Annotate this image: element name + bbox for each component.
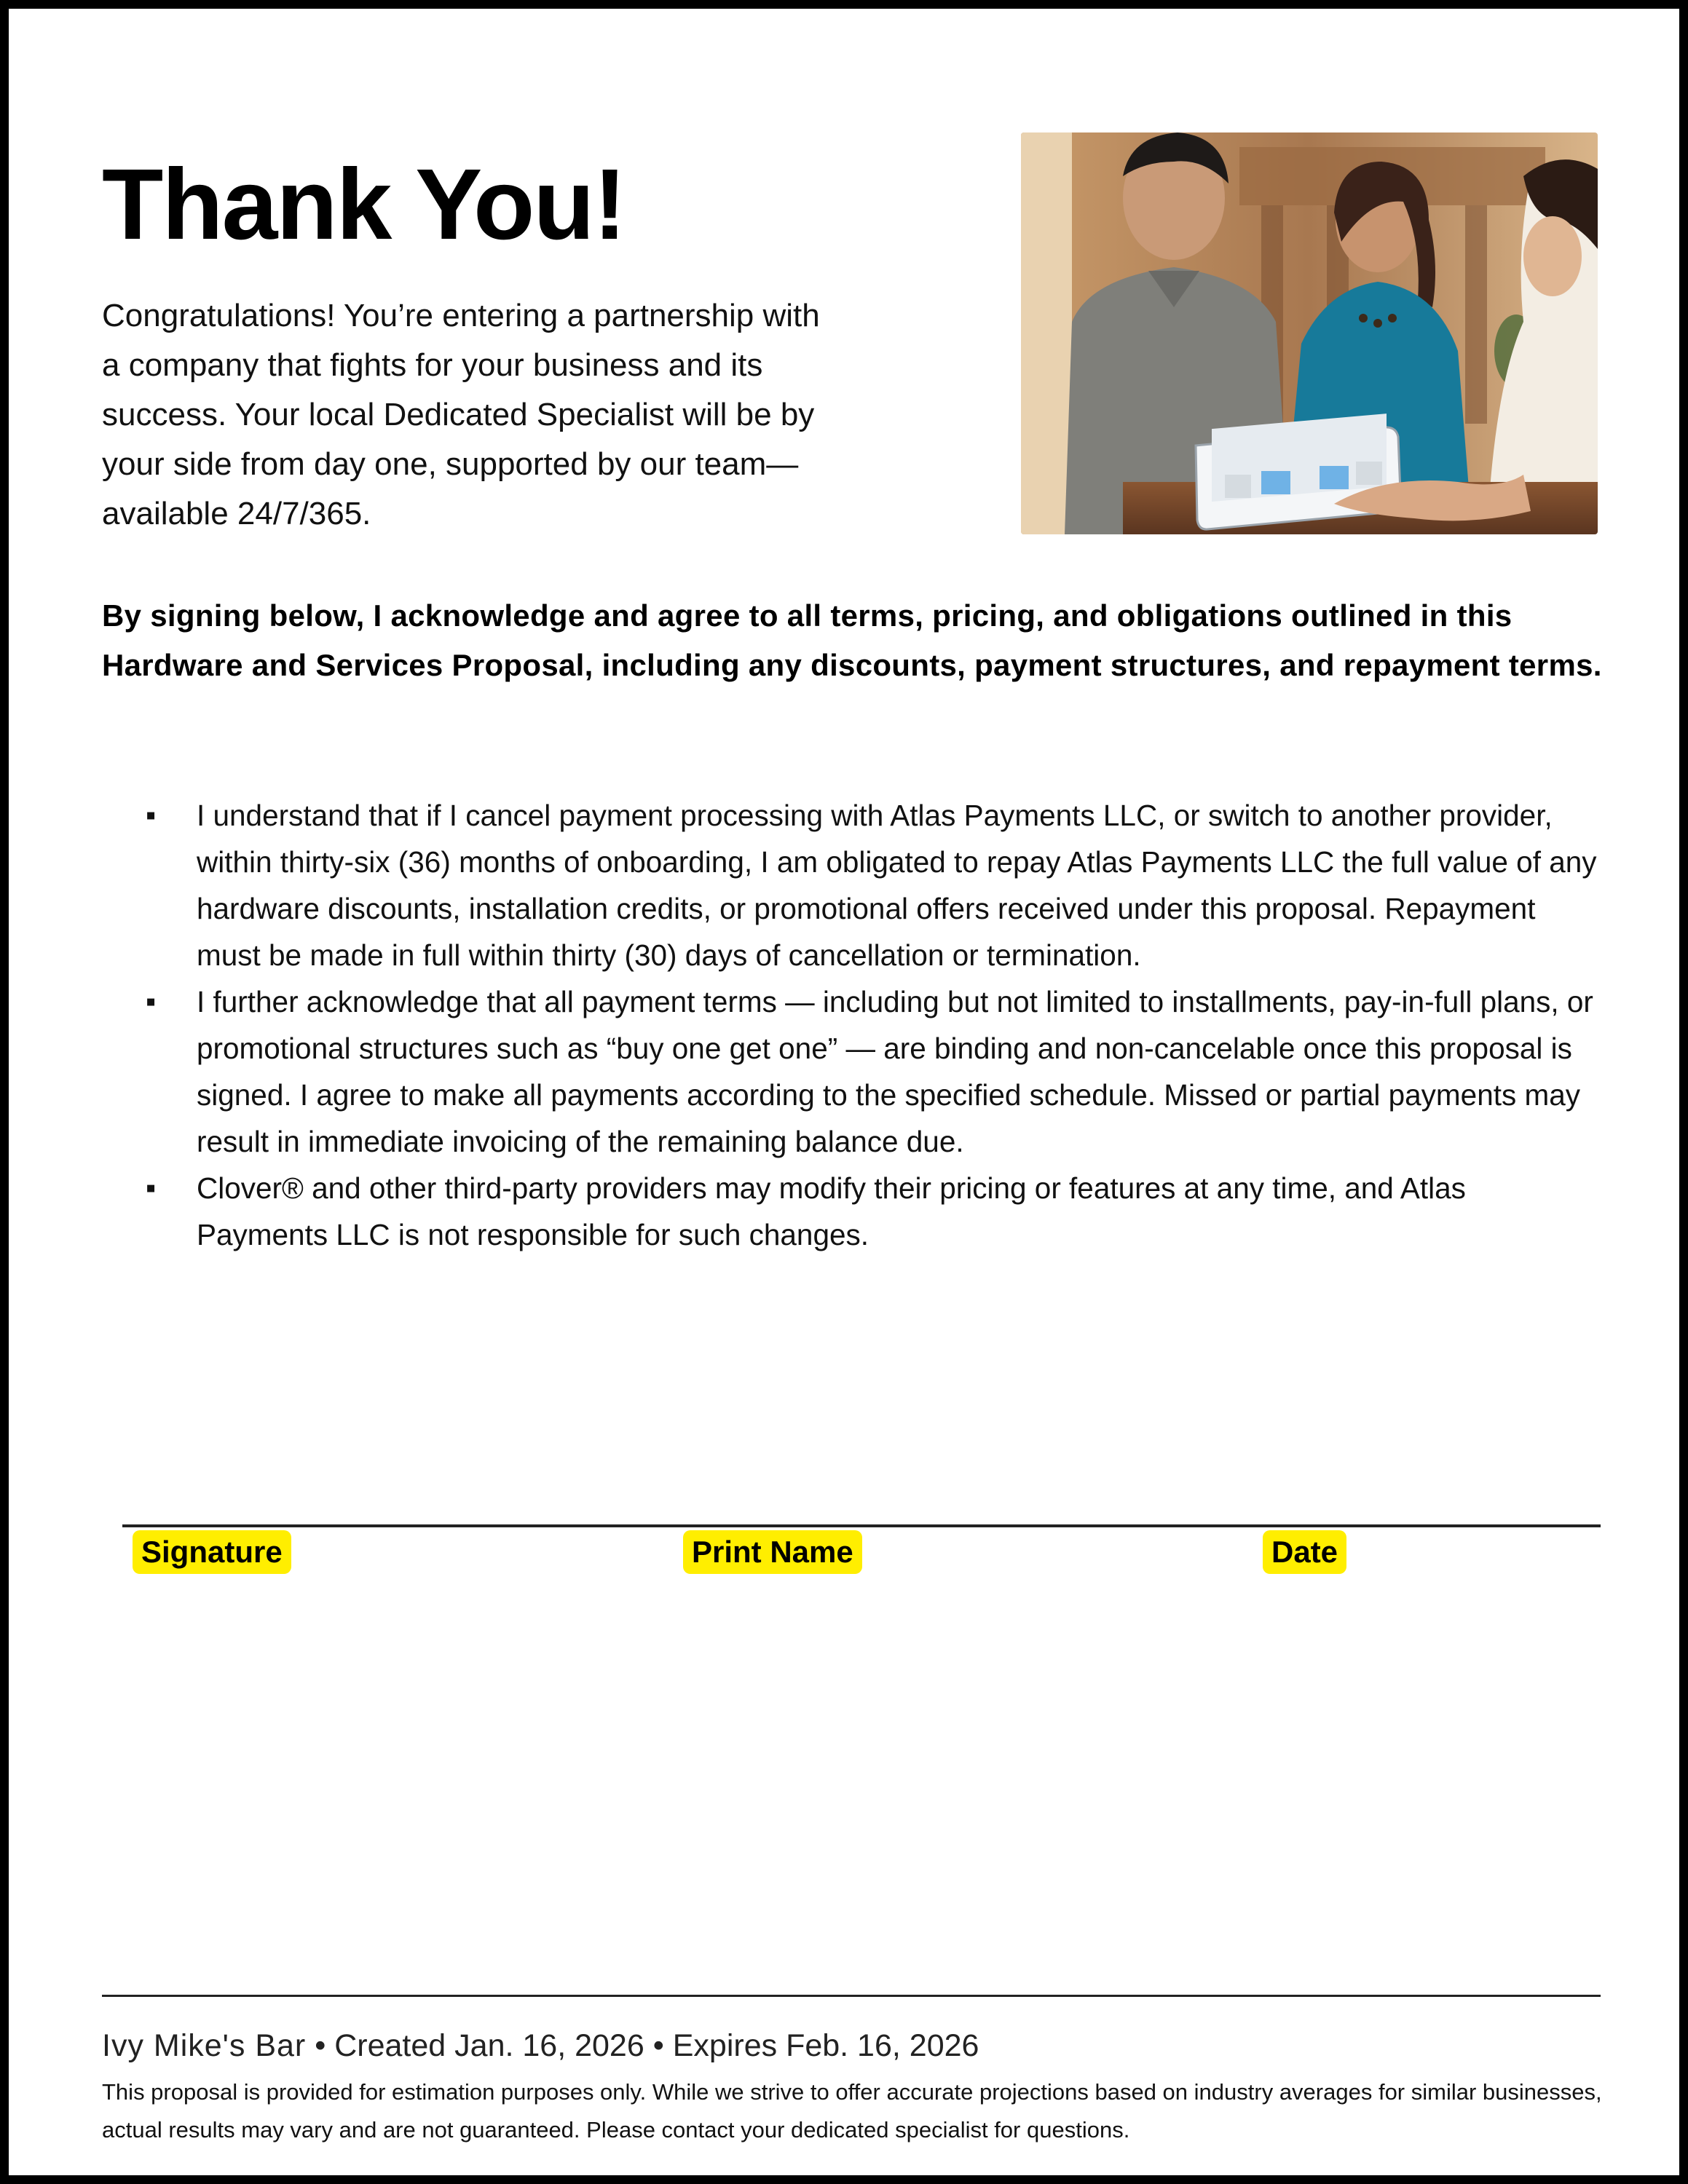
separator: • [652,2028,664,2063]
acknowledgement-statement: By signing below, I acknowledge and agree to all terms, pricing, and obligations outlined in this Hardware and Services Proposal, including any discounts, payment structures, and repayment terms. [102,598,1602,682]
people-at-pos-terminal-photo [1021,132,1598,534]
term-text: Clover® and other third-party providers may modify their pricing or features at any time, and Atlas Payments LLC is not responsible for such changes. [197,1171,1466,1251]
terms-list [102,792,1602,1258]
expires-date: Expires Feb. 16, 2026 [672,2028,979,2063]
bullet-icon: ▪ [146,799,157,831]
separator: • [315,2028,326,2063]
list-item [102,792,1602,978]
bullet-icon: ▪ [146,1172,157,1204]
term-text: I further acknowledge that all payment terms — including but not limited to installments, pay-in-full plans, or promotional structures such as “buy one get one” — are binding and non-cancelable once this proposal is signed. I agree to make all payments according to the specified schedule. Missed or partial payments may result in immediate invoicing of the remaining balance due. [197,985,1593,1158]
business-name: Ivy Mike's Bar [102,2028,307,2063]
intro-paragraph: Congratulations! You’re entering a partnership with a company that fights for your business and its success. Your local Dedicated Specialist will be by your side from day one, supported by our team—available 24/7/365. [102,298,820,531]
list-item [102,1165,1602,1258]
page-title: Thank You! [102,149,626,261]
date-label: Date [1263,1530,1346,1574]
footer-meta [102,2025,979,2066]
signature-label: Signature [133,1530,291,1574]
created-date: Created Jan. 16, 2026 [334,2028,644,2063]
signature-line[interactable] [122,1524,1601,1527]
term-text: I understand that if I cancel payment processing with Atlas Payments LLC, or switch to another provider, within thirty-six (36) months of onboarding, I am obligated to repay Atlas Payments LLC the full value of any hardware discounts, installation credits, or promotional offers received under this proposal. Repayment must be made in full within thirty (30) days of cancellation or termination. [197,799,1597,972]
bullet-icon: ▪ [146,986,157,1018]
list-item [102,978,1602,1165]
photo-illustration [1021,132,1598,534]
footer-divider [102,1995,1601,1997]
footer-disclaimer: This proposal is provided for estimation purposes only. While we strive to offer accurate projections based on industry averages for similar businesses, actual results may vary and are not guaranteed. Please contact your dedicated specialist for questions. [102,2079,1602,2143]
print-name-label: Print Name [683,1530,862,1574]
